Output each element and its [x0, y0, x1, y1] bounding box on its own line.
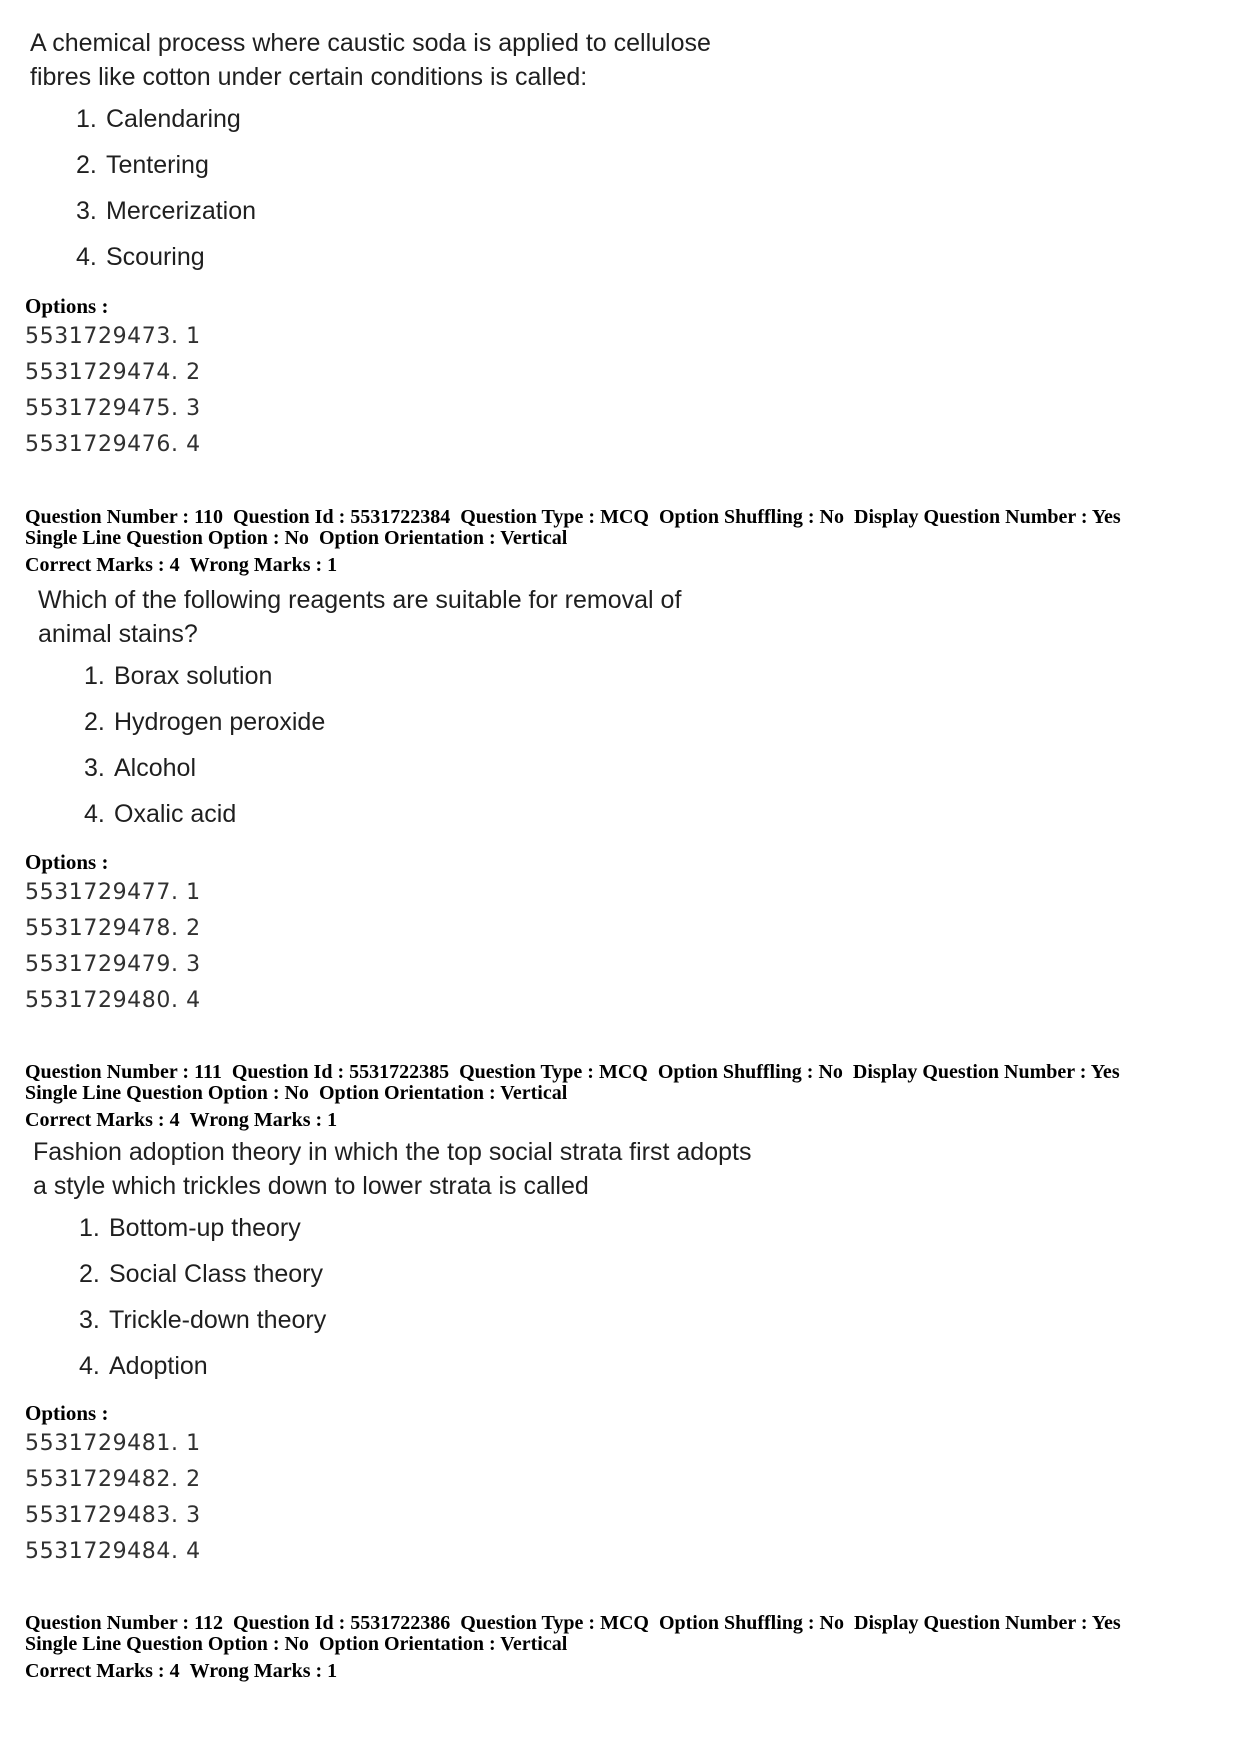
answer-choice: 3. Trickle-down theory	[79, 1306, 327, 1334]
question-stem: Which of the following reagents are suitable for removal of	[38, 586, 682, 614]
question-stem: a style which trickles down to lower strata is called	[33, 1172, 589, 1200]
answer-choice: 3. Alcohol	[84, 754, 196, 782]
option-id-line: 5531729482. 2	[25, 1467, 201, 1492]
option-id-line: 5531729475. 3	[25, 396, 201, 421]
options-label: Options :	[25, 1401, 109, 1425]
option-id-line: 5531729477. 1	[25, 880, 201, 905]
question-stem: Fashion adoption theory in which the top social strata first adopts	[33, 1138, 752, 1166]
question-meta-line: Question Number : 110 Question Id : 5531722384 Question Type : MCQ Option Shuffling : No Display Question Number : Yes	[25, 506, 1121, 528]
option-id-line: 5531729480. 4	[25, 988, 201, 1013]
answer-choice: 4. Oxalic acid	[84, 800, 237, 828]
option-id-line: 5531729484. 4	[25, 1539, 201, 1564]
question-stem: A chemical process where caustic soda is applied to cellulose	[30, 29, 711, 57]
option-id-line: 5531729473. 1	[25, 324, 201, 349]
option-id-line: 5531729476. 4	[25, 432, 201, 457]
answer-choice: 1. Calendaring	[76, 105, 241, 133]
options-label: Options :	[25, 294, 109, 318]
answer-choice: 1. Borax solution	[84, 662, 273, 690]
options-section	[25, 850, 1225, 1019]
answer-choice: 2. Social Class theory	[79, 1260, 323, 1288]
question-stem: fibres like cotton under certain conditions is called:	[30, 63, 588, 91]
answer-choice: 2. Tentering	[76, 151, 209, 179]
option-id-line: 5531729483. 3	[25, 1503, 201, 1528]
question-meta-line: Question Number : 111 Question Id : 5531722385 Question Type : MCQ Option Shuffling : No Display Question Number : Yes	[25, 1061, 1120, 1083]
question-stem: animal stains?	[38, 620, 198, 648]
question-111-image	[33, 1135, 1233, 1397]
option-id-line: 5531729479. 3	[25, 952, 201, 977]
question-110-image	[38, 583, 1238, 845]
answer-choice: 4. Adoption	[79, 1352, 208, 1380]
options-section	[25, 294, 1225, 463]
options-section	[25, 1401, 1225, 1570]
options-label: Options :	[25, 850, 109, 874]
answer-choice: 1. Bottom-up theory	[79, 1214, 301, 1242]
question-marks-line: Correct Marks : 4 Wrong Marks : 1	[25, 1660, 338, 1682]
question-meta-line: Single Line Question Option : No Option Orientation : Vertical	[25, 1633, 568, 1655]
question-meta-line: Single Line Question Option : No Option Orientation : Vertical	[25, 527, 568, 549]
question-marks-line: Correct Marks : 4 Wrong Marks : 1	[25, 1109, 338, 1131]
question-marks-line: Correct Marks : 4 Wrong Marks : 1	[25, 554, 338, 576]
question-110-header	[25, 507, 1225, 576]
question-112-header	[25, 1613, 1225, 1682]
answer-choice: 4. Scouring	[76, 243, 205, 271]
answer-choice: 2. Hydrogen peroxide	[84, 708, 326, 736]
question-meta-line: Question Number : 112 Question Id : 5531722386 Question Type : MCQ Option Shuffling : No Display Question Number : Yes	[25, 1612, 1121, 1634]
option-id-line: 5531729481. 1	[25, 1431, 201, 1456]
question-109-image	[30, 26, 1230, 288]
question-111-header	[25, 1062, 1225, 1131]
question-meta-line: Single Line Question Option : No Option Orientation : Vertical	[25, 1082, 568, 1104]
option-id-line: 5531729478. 2	[25, 916, 201, 941]
option-id-line: 5531729474. 2	[25, 360, 201, 385]
answer-choice: 3. Mercerization	[76, 197, 257, 225]
